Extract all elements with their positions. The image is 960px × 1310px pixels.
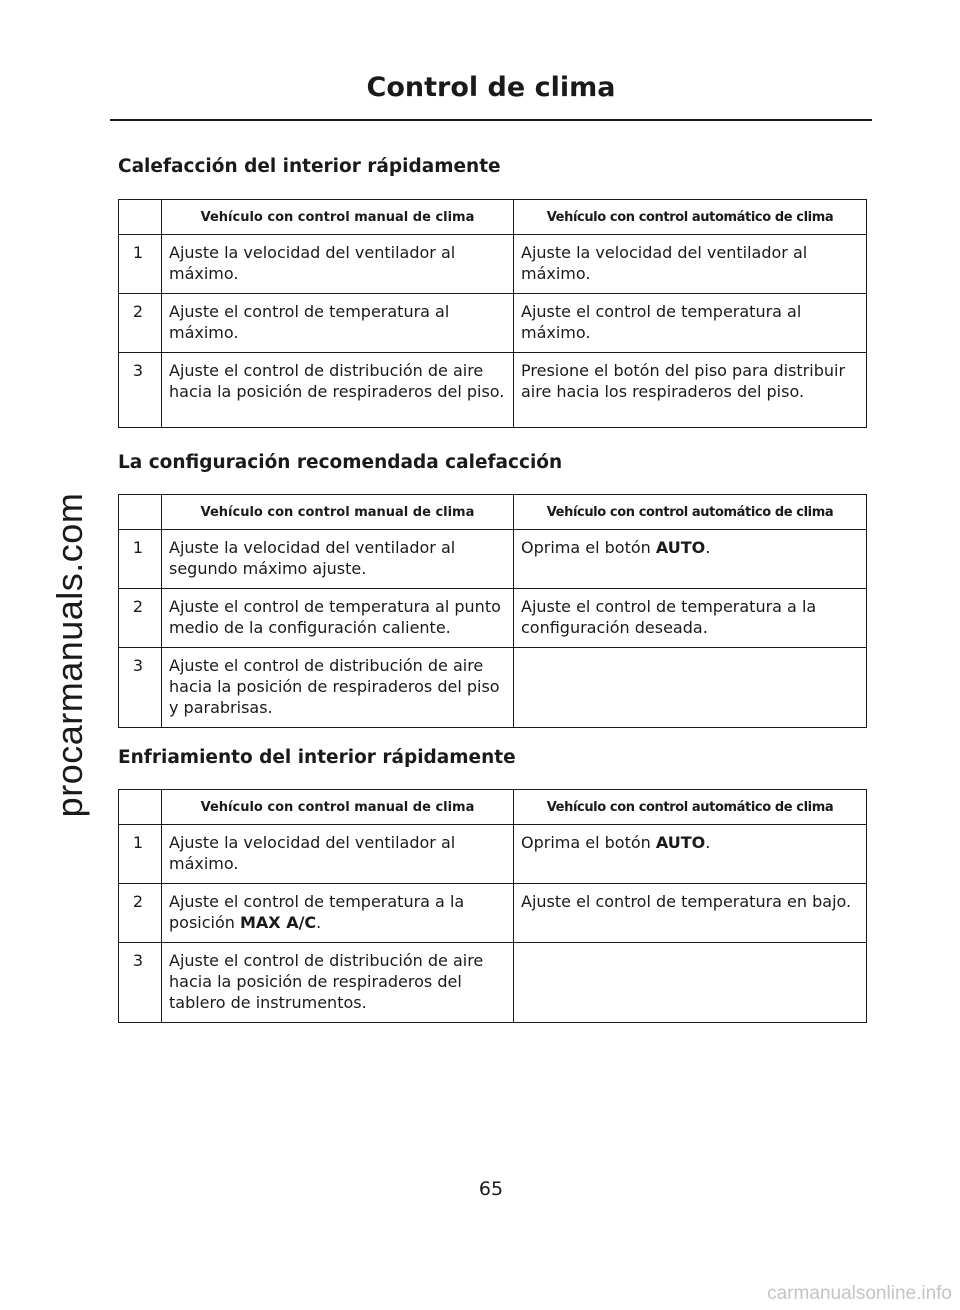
automatic-step [514,530,867,589]
manual-step: Ajuste el control de distribución de aire hacia la posición de respiraderos del piso y parabrisas. [162,648,514,728]
table-header-row [119,200,867,235]
page-number: 65 [478,1178,504,1200]
manual-step: Ajuste el control de temperatura al máximo. [162,294,514,353]
table-row [119,589,867,648]
automatic-step-end: . [705,833,711,852]
step-number: 2 [119,294,162,353]
header-automatic-climate: Vehículo con control automático de clima [514,200,867,235]
table-header-row [119,495,867,530]
step-number: 3 [119,353,162,428]
rapid-heating-table [118,199,867,428]
section-heading-recommended-heating: La configuración recomendada calefacción [118,452,563,473]
rapid-cooling-table [118,789,867,1023]
footer-watermark: carmanualsonline.info [767,1283,952,1304]
table-row [119,648,867,728]
automatic-step-empty [514,943,867,1023]
manual-step-end: . [316,913,322,932]
table-row [119,353,867,428]
table-row [119,294,867,353]
header-blank-cell [119,200,162,235]
table-row [119,825,867,884]
header-blank-cell [119,495,162,530]
auto-button-label: AUTO [655,833,706,852]
manual-step: Ajuste la velocidad del ventilador al segundo máximo ajuste. [162,530,514,589]
automatic-step-text: Oprima el botón [521,833,656,852]
section-heading-rapid-cooling: Enfriamiento del interior rápidamente [118,747,516,768]
manual-step: Ajuste el control de temperatura al punto medio de la configuración caliente. [162,589,514,648]
max-ac-label: MAX A/C [239,913,317,932]
vertical-watermark: procarmanuals.com [49,492,90,818]
title-divider [110,119,872,121]
table-header-row [119,790,867,825]
step-number: 3 [119,943,162,1023]
step-number: 1 [119,530,162,589]
chapter-title: Control de clima [366,72,616,103]
automatic-step: Ajuste el control de temperatura en bajo. [514,884,867,943]
automatic-step-end: . [705,538,711,557]
automatic-step-text: Oprima el botón [521,538,656,557]
step-number: 2 [119,884,162,943]
recommended-heating-table [118,494,867,728]
header-manual-climate: Vehículo con control manual de clima [162,200,514,235]
manual-step: Ajuste la velocidad del ventilador al máximo. [162,825,514,884]
header-automatic-climate: Vehículo con control automático de clima [514,495,867,530]
manual-step: Ajuste el control de distribución de aire hacia la posición de respiraderos del piso. [162,353,514,428]
header-manual-climate: Vehículo con control manual de clima [162,495,514,530]
step-number: 1 [119,825,162,884]
automatic-step [514,825,867,884]
table-row [119,884,867,943]
automatic-step: Ajuste el control de temperatura al máximo. [514,294,867,353]
step-number: 1 [119,235,162,294]
manual-step: Ajuste la velocidad del ventilador al máximo. [162,235,514,294]
header-blank-cell [119,790,162,825]
automatic-step-empty [514,648,867,728]
manual-step: Ajuste el control de distribución de aire hacia la posición de respiraderos del tablero de instrumentos. [162,943,514,1023]
section-heading-rapid-heating: Calefacción del interior rápidamente [118,156,501,177]
automatic-step: Presione el botón del piso para distribuir aire hacia los respiraderos del piso. [514,353,867,428]
manual-step-text: Ajuste el control de temperatura a la posición [169,892,465,932]
table-row [119,943,867,1023]
step-number: 2 [119,589,162,648]
header-automatic-climate: Vehículo con control automático de clima [514,790,867,825]
auto-button-label: AUTO [655,538,706,557]
step-number: 3 [119,648,162,728]
table-row [119,530,867,589]
automatic-step: Ajuste el control de temperatura a la configuración deseada. [514,589,867,648]
header-manual-climate: Vehículo con control manual de clima [162,790,514,825]
table-row [119,235,867,294]
automatic-step: Ajuste la velocidad del ventilador al máximo. [514,235,867,294]
manual-step [162,884,514,943]
